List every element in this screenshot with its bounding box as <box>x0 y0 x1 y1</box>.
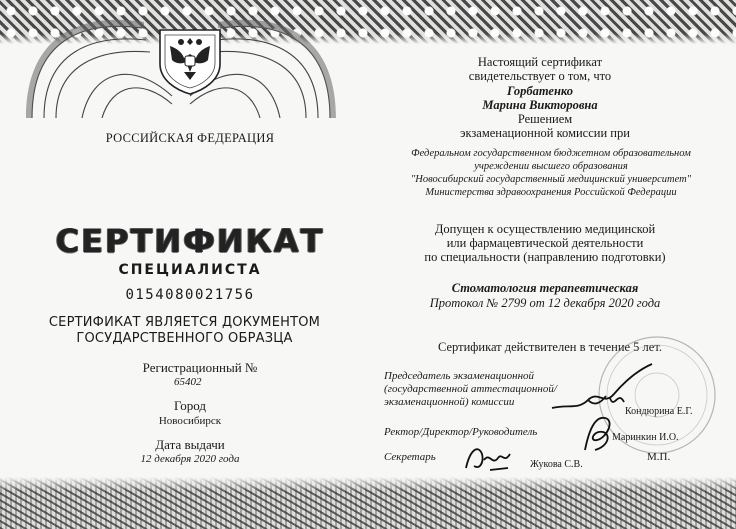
decision-line: экзаменационной комиссии при <box>460 126 630 140</box>
certificate-number: 0154080021756 <box>125 287 255 303</box>
intro-line: Настоящий сертификат <box>477 55 603 69</box>
registration-label: Регистрационный № <box>142 360 258 375</box>
ornamental-bottom-border <box>0 477 736 529</box>
chair-title <box>384 370 584 409</box>
chair-name: Кондюрина Е.Г. <box>625 406 693 417</box>
seal-place-label: М.П. <box>647 451 671 463</box>
secretary-signature <box>460 440 515 476</box>
document-note-line: ГОСУДАРСТВЕННОГО ОБРАЗЦА <box>76 331 293 346</box>
protocol: Протокол № 2799 от 12 декабря 2020 года <box>429 296 661 310</box>
city-value: Новосибирск <box>158 415 222 427</box>
institution-line: учреждении высшего образования <box>474 161 628 172</box>
holder-name <box>420 84 660 112</box>
certificate-subtitle: СПЕЦИАЛИСТА <box>118 262 262 278</box>
admission-line: Допущен к осуществлению медицинской <box>434 222 656 236</box>
registration-number: 65402 <box>174 376 202 388</box>
admission-line: или фармацевтической деятельности <box>446 236 644 250</box>
city-label: Город <box>173 398 207 413</box>
secretary-label: Секретарь <box>384 451 436 463</box>
institution-line: "Новосибирский государственный медицинский университет" <box>410 174 692 185</box>
document-note <box>12 315 357 347</box>
secretary-name: Жукова С.В. <box>530 459 583 470</box>
admission-line: по специальности (направлению подготовки) <box>424 250 666 264</box>
issue-date-label: Дата выдачи <box>155 437 225 452</box>
intro-line: свидетельствует о том, что <box>468 69 612 83</box>
rector-label: Ректор/Директор/Руководитель <box>384 426 538 438</box>
specialty: Стоматология терапевтическая <box>451 281 639 295</box>
chair-title-line: Председатель экзаменационной <box>384 370 535 382</box>
certificate-title: СЕРТИФИКАТ <box>55 222 325 260</box>
chair-title-line: (государственной аттестационной/ <box>384 383 557 395</box>
document-note-line: СЕРТИФИКАТ ЯВЛЯЕТСЯ ДОКУМЕНТОМ <box>48 315 321 330</box>
holder-surname: Горбатенко <box>506 84 574 98</box>
validity-text: Сертификат действителен в течение 5 лет. <box>438 340 662 354</box>
rector-name: Маринкин И.О. <box>612 432 679 443</box>
decision-line: Решением <box>517 112 573 126</box>
admission-text <box>380 222 710 264</box>
decision-text <box>380 112 710 140</box>
institution-text <box>366 147 736 199</box>
institution-line: Министерства здравоохранения Российской Федерации <box>425 187 677 198</box>
intro-text <box>420 55 660 83</box>
chair-title-line: экзаменационной) комиссии <box>384 396 515 408</box>
coat-of-arms-emblem-icon <box>154 16 226 96</box>
country-label: РОССИЙСКАЯ ФЕДЕРАЦИЯ <box>105 131 275 145</box>
issue-date-value: 12 декабря 2020 года <box>140 453 240 465</box>
institution-line: Федеральном государственном бюджетном образовательном <box>411 148 691 159</box>
holder-given-names: Марина Викторовна <box>482 98 598 112</box>
